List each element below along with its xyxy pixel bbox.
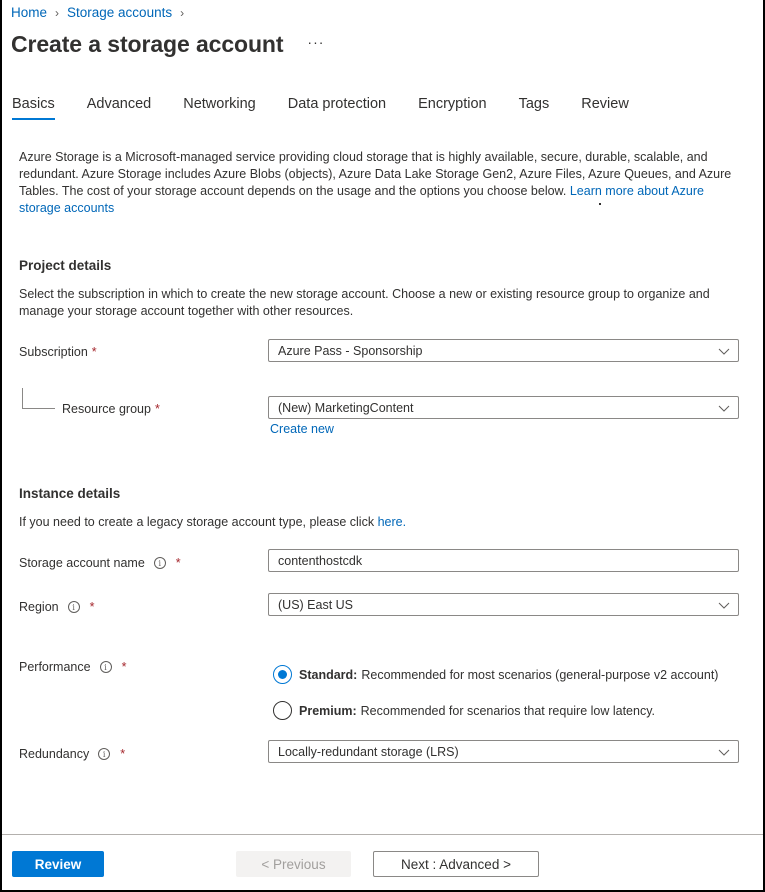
page-title: Create a storage account [11,31,284,57]
storage-account-name-label-text: Storage account name [19,556,145,570]
standard-name: Standard: [299,667,358,682]
tab-data-protection[interactable]: Data protection [287,96,387,112]
project-details-description: Select the subscription in which to create the new storage account. Choose a new or existing resource group to organize and manage your storage account together with other resources. [19,287,710,318]
intro-text [19,149,741,217]
info-icon[interactable]: i [100,661,112,673]
required-marker: * [120,747,126,761]
next-advanced-button[interactable]: Next : Advanced > [373,851,539,877]
review-button[interactable]: Review [12,851,104,877]
redundancy-label [19,747,125,761]
legacy-text: If you need to create a legacy storage account type, please click [19,515,375,529]
tab-encryption[interactable]: Encryption [418,96,487,112]
tab-networking[interactable]: Networking [183,96,256,112]
subscription-label [19,345,97,359]
tab-basics[interactable]: Basics [12,96,55,120]
info-icon[interactable]: i [98,748,110,760]
intro-description: Azure Storage is a Microsoft-managed service providing cloud storage that is highly available, secure, durable, scalable, and redundant. Azure Storage includes Azure Blobs (objects), Azure Data Lake Storage Gen2, Azure Files, Azure Queues, and Azure Tables. The cost of your storage account depends on the usage and the options you choose below. [19,150,732,198]
required-marker: * [89,600,95,614]
resource-group-dropdown[interactable] [268,396,739,419]
more-options-icon[interactable]: ··· [307,33,325,50]
info-icon[interactable]: i [154,557,166,569]
storage-account-name-value: contenthostcdk [278,553,363,568]
storage-account-name-input[interactable] [268,549,739,572]
instance-details-description [19,514,744,531]
chevron-down-icon [718,599,730,611]
tab-bar [12,96,661,120]
resource-group-value: (New) MarketingContent [278,400,414,415]
subscription-label-text: Subscription [19,345,88,359]
performance-label-text: Performance [19,660,91,674]
title-row [11,31,324,58]
legacy-here-link[interactable]: here. [377,515,407,529]
premium-description: Recommended for scenarios that require low latency. [360,703,656,718]
tab-advanced[interactable]: Advanced [86,96,152,112]
tree-connector [22,388,55,409]
learn-more-link[interactable]: Learn more about Azure storage accounts [19,184,704,215]
resource-group-label-text: Resource group [62,402,151,416]
required-marker: * [121,660,127,674]
premium-name: Premium: [299,703,357,718]
subscription-value: Azure Pass - Sponsorship [278,343,423,358]
tab-tags[interactable]: Tags [518,96,550,112]
chevron-down-icon [718,345,730,357]
redundancy-label-text: Redundancy [19,747,90,761]
previous-button[interactable]: < Previous [236,851,351,877]
chevron-right-icon: › [55,5,60,20]
stray-dot [599,203,601,205]
region-label [19,600,95,614]
chevron-right-icon: › [180,5,185,20]
chevron-down-icon [718,746,730,758]
performance-standard-option[interactable] [273,665,718,684]
performance-premium-option[interactable] [273,701,655,720]
required-marker: * [91,345,97,359]
info-icon[interactable]: i [68,601,80,613]
chevron-down-icon [718,402,730,414]
required-marker: * [154,402,160,416]
performance-label [19,660,126,674]
breadcrumb [11,5,192,20]
region-value: (US) East US [278,597,354,612]
resource-group-label [62,402,160,416]
subscription-dropdown[interactable] [268,339,739,362]
region-dropdown[interactable] [268,593,739,616]
required-marker: * [175,556,181,570]
radio-unselected-icon[interactable] [273,701,292,720]
region-label-text: Region [19,600,59,614]
breadcrumb-storage-accounts[interactable]: Storage accounts [67,5,173,20]
footer-divider [2,834,763,835]
redundancy-value: Locally-redundant storage (LRS) [278,744,459,759]
create-new-link[interactable]: Create new [270,422,334,436]
breadcrumb-home[interactable]: Home [11,5,48,20]
standard-description: Recommended for most scenarios (general-purpose v2 account) [361,667,719,682]
instance-details-heading: Instance details [19,486,121,501]
project-details-heading: Project details [19,258,112,273]
radio-selected-icon[interactable] [273,665,292,684]
tab-review[interactable]: Review [581,96,629,112]
redundancy-dropdown[interactable] [268,740,739,763]
storage-account-name-label [19,556,181,570]
